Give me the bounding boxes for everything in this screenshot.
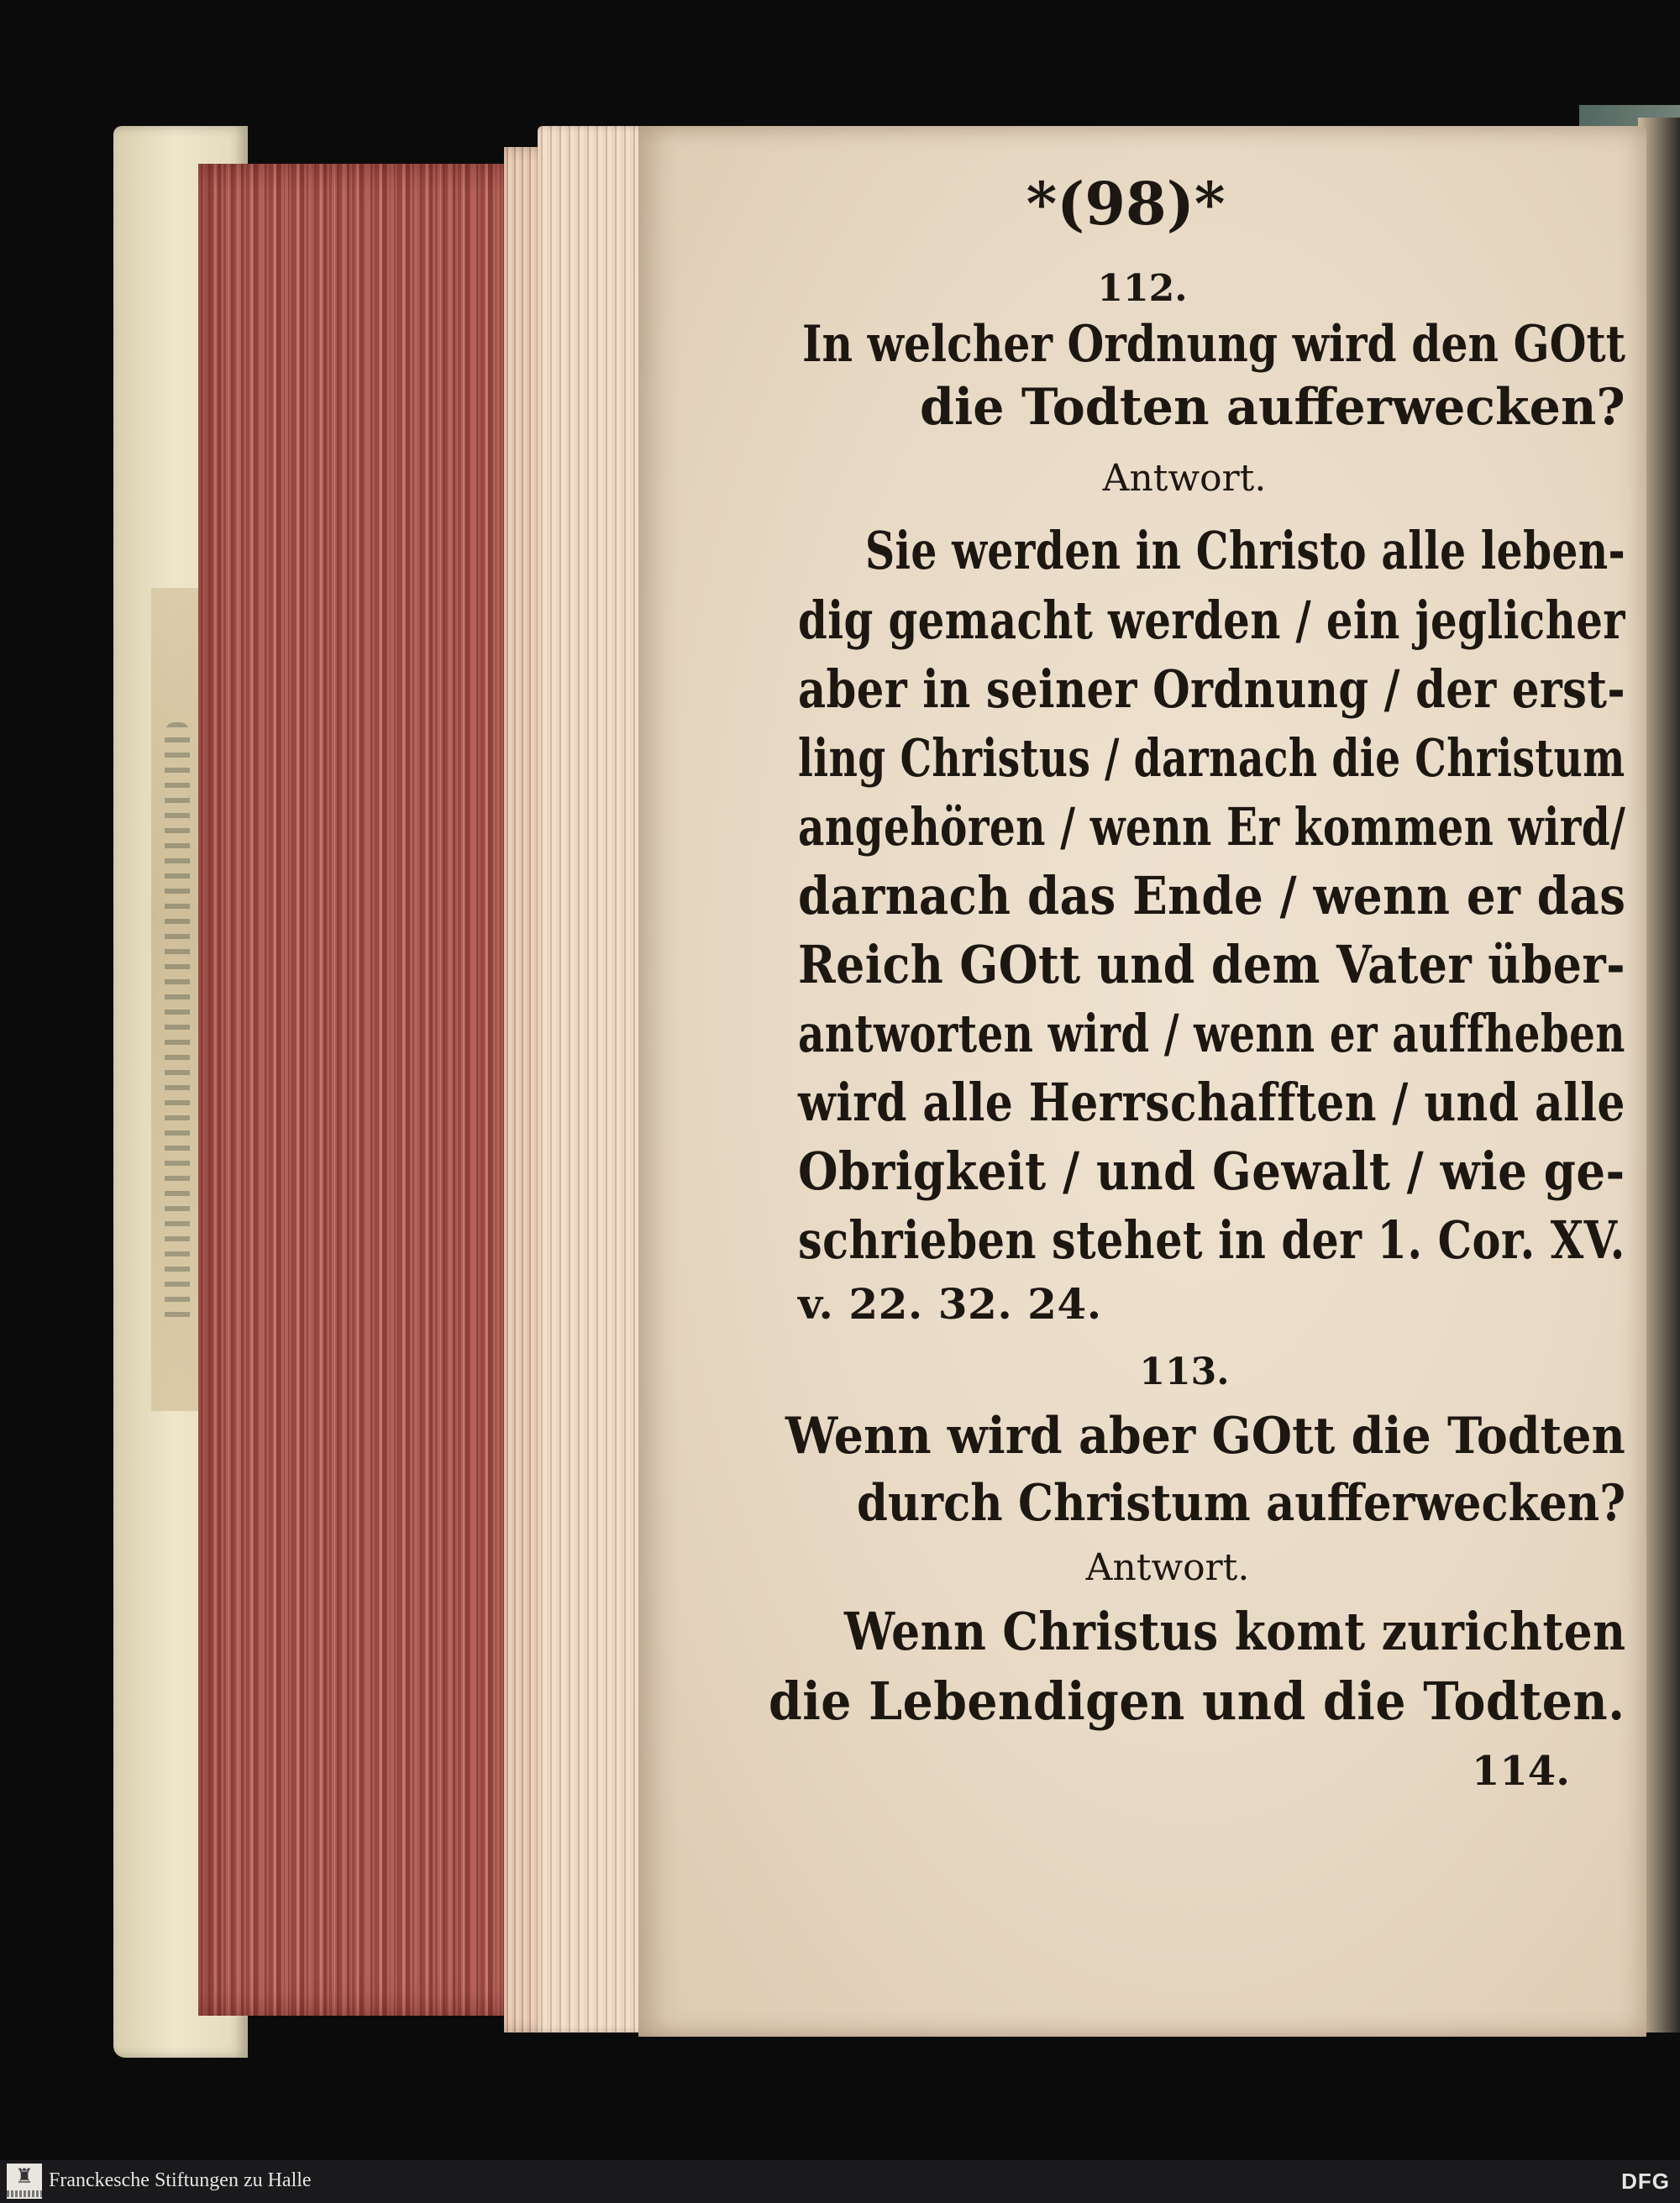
answer-line: dig gemacht werden / ein jeglicher <box>798 590 1625 651</box>
answer-label: Antwort. <box>1102 457 1267 500</box>
question-line: die Todten aufferwecken? <box>920 378 1625 437</box>
answer-line: wird alle Herrschafften / und alle <box>798 1072 1625 1133</box>
answer-line: die Lebendigen und die Todten. <box>769 1671 1625 1732</box>
answer-line: darnach das Ende / wenn er das <box>798 865 1626 926</box>
question-line: In welcher Ordnung wird den GOtt <box>802 315 1625 374</box>
catchword: 114. <box>1472 1748 1570 1795</box>
footer-bar <box>0 2160 1680 2203</box>
binding-decoration <box>165 722 190 1327</box>
institution-name: Franckesche Stiftungen zu Halle <box>49 2169 312 2191</box>
funder-logo: DFG <box>1621 2169 1670 2194</box>
red-page-edges <box>198 164 534 2016</box>
question-line: Wenn wird aber GOtt die Todten <box>785 1407 1625 1466</box>
answer-line: Reich GOtt und dem Vater über- <box>798 934 1625 995</box>
institution-logo-icon: ♜ <box>7 2164 42 2199</box>
page-header: *(98)* <box>1026 169 1226 239</box>
answer-line: antworten wird / wenn er auffheben <box>798 1003 1625 1064</box>
answer-line: ling Christus / darnach die Christum <box>798 727 1625 789</box>
answer-line: schrieben stehet in der 1. Cor. XV. <box>798 1209 1625 1271</box>
answer-line: Obrigkeit / und Gewalt / wie ge- <box>798 1141 1625 1202</box>
answer-line: Wenn Christus komt zurichten <box>844 1601 1626 1662</box>
answer-line: aber in seiner Ordnung / der erst- <box>798 658 1626 720</box>
question-number: 113. <box>1139 1351 1230 1393</box>
page-stack <box>538 126 651 2033</box>
question-line: durch Christum aufferwecken? <box>857 1474 1626 1533</box>
answer-label: Antwort. <box>1085 1546 1250 1589</box>
question-number: 112. <box>1097 267 1188 310</box>
answer-line: angehören / wenn Er kommen wird/ <box>798 796 1626 858</box>
answer-line: v. 22. 32. 24. <box>798 1279 1102 1329</box>
answer-line: Sie werden in Christo alle leben- <box>865 520 1626 581</box>
